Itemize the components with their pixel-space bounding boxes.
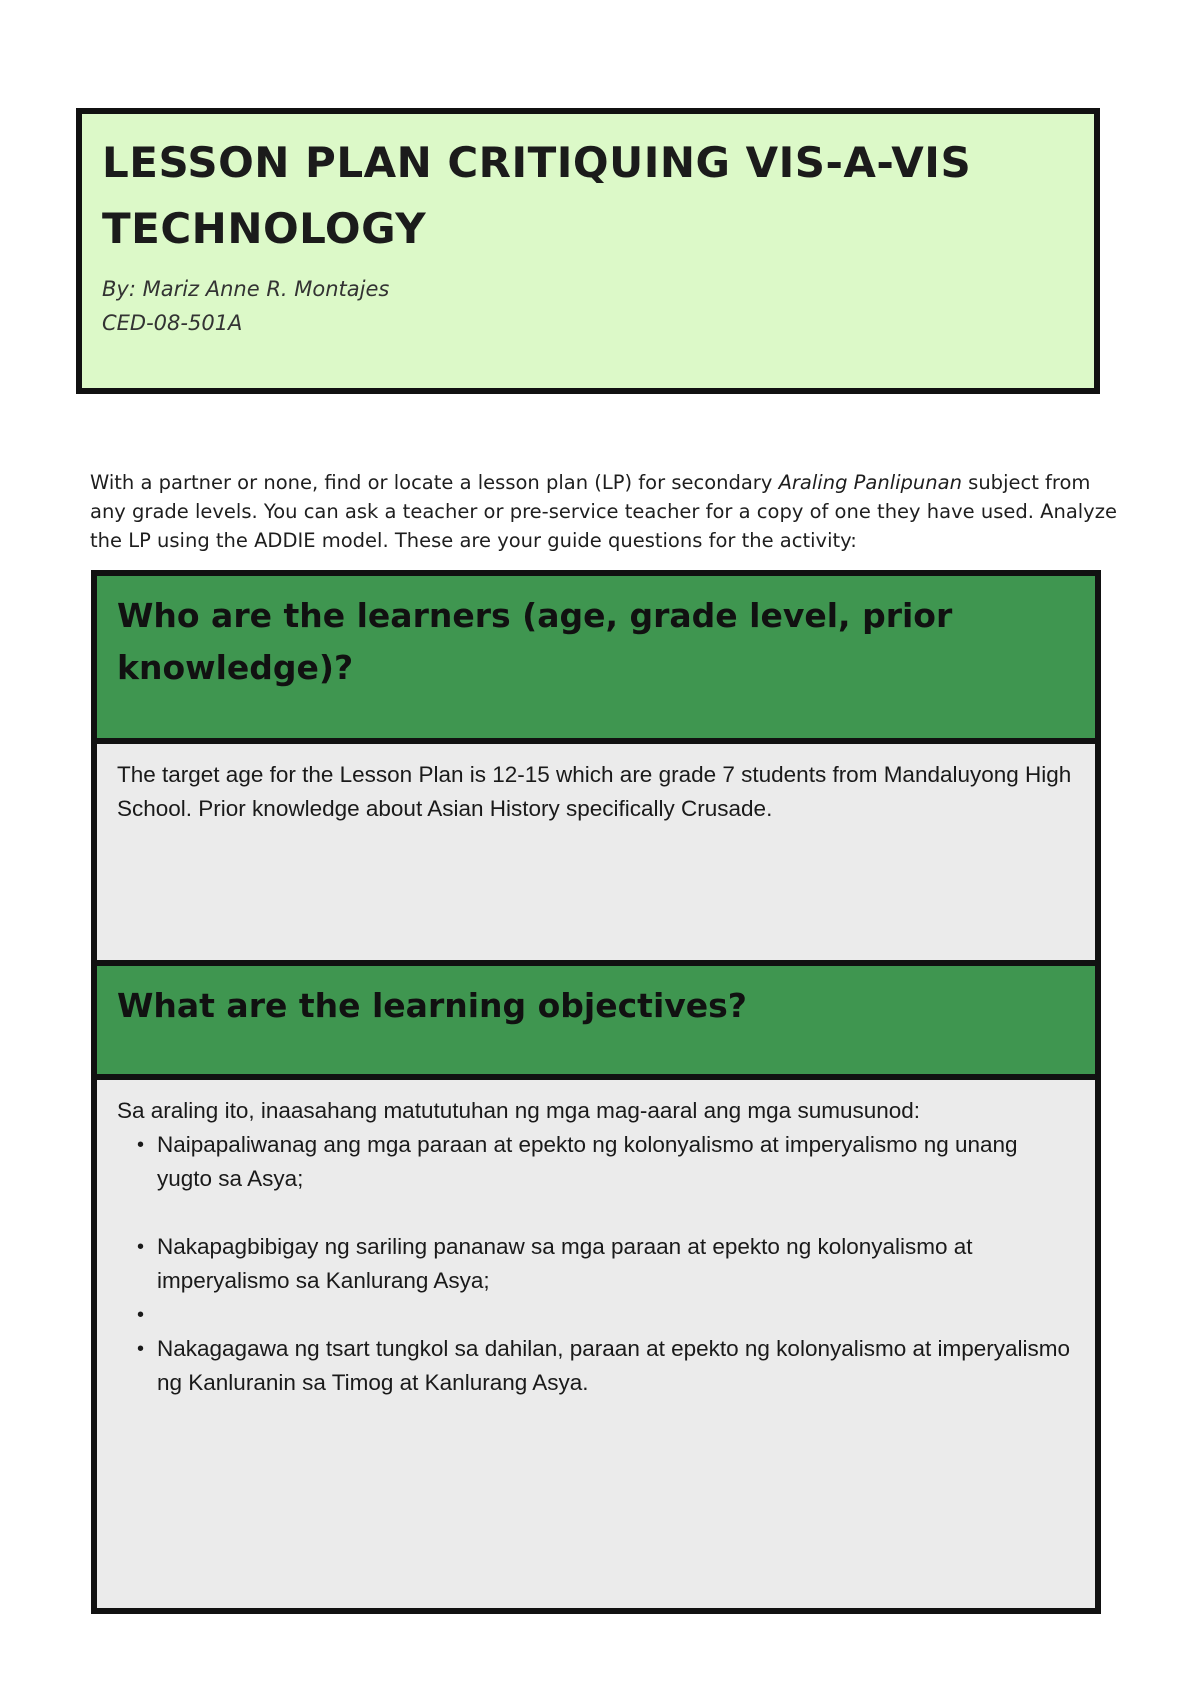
instructions-paragraph bbox=[90, 468, 1120, 555]
instructions-text-2: subject from any grade levels. You can ask a teacher or pre-service teacher for a copy of one they have used. Analyze the LP using the ADDIE model. These are your guide questions for the activity: bbox=[90, 470, 1117, 552]
objective-item: • Nakagagawa ng tsart tungkol sa dahilan, paraan at epekto ng kolonyalismo at imperyalismo ng Kanluranin sa Timog at Kanlurang Asya. bbox=[137, 1332, 1075, 1400]
answer-learners-cell bbox=[97, 744, 1095, 960]
author-name: By: Mariz Anne R. Montajes bbox=[102, 277, 390, 301]
title-box bbox=[76, 108, 1100, 394]
objective-item-empty bbox=[137, 1298, 1075, 1332]
answer-objectives-cell bbox=[97, 1080, 1095, 1608]
guide-questions-table bbox=[91, 570, 1101, 1614]
objectives-list bbox=[117, 1128, 1075, 1400]
subject-name: Araling Panlipunan bbox=[778, 470, 962, 494]
question-learners-header bbox=[97, 576, 1095, 738]
objectives-intro: Sa araling ito, inaasahang matututuhan ng mga mag-aaral ang mga sumusunod: bbox=[117, 1098, 921, 1123]
question-learners: Who are the learners (age, grade level, prior knowledge)? bbox=[117, 596, 953, 687]
question-objectives-header bbox=[97, 966, 1095, 1074]
instructions-text-1: With a partner or none, find or locate a lesson plan (LP) for secondary bbox=[90, 470, 779, 494]
document-title: LESSON PLAN CRITIQUING VIS-A-VIS TECHNOLOGY bbox=[102, 138, 972, 253]
section-code: CED-08-501A bbox=[102, 311, 243, 335]
objective-item: • Naipapaliwanag ang mga paraan at epekto ng kolonyalismo at imperyalismo ng unang yugto sa Asya; bbox=[137, 1128, 1075, 1196]
answer-learners: The target age for the Lesson Plan is 12-15 which are grade 7 students from Mandaluyong High School. Prior knowledge about Asian History specifically Crusade. bbox=[117, 762, 1072, 821]
objective-item: • Nakapagbibigay ng sariling pananaw sa mga paraan at epekto ng kolonyalismo at imperyalismo sa Kanlurang Asya; bbox=[137, 1230, 1075, 1298]
byline bbox=[102, 272, 1076, 340]
question-objectives: What are the learning objectives? bbox=[117, 986, 747, 1025]
